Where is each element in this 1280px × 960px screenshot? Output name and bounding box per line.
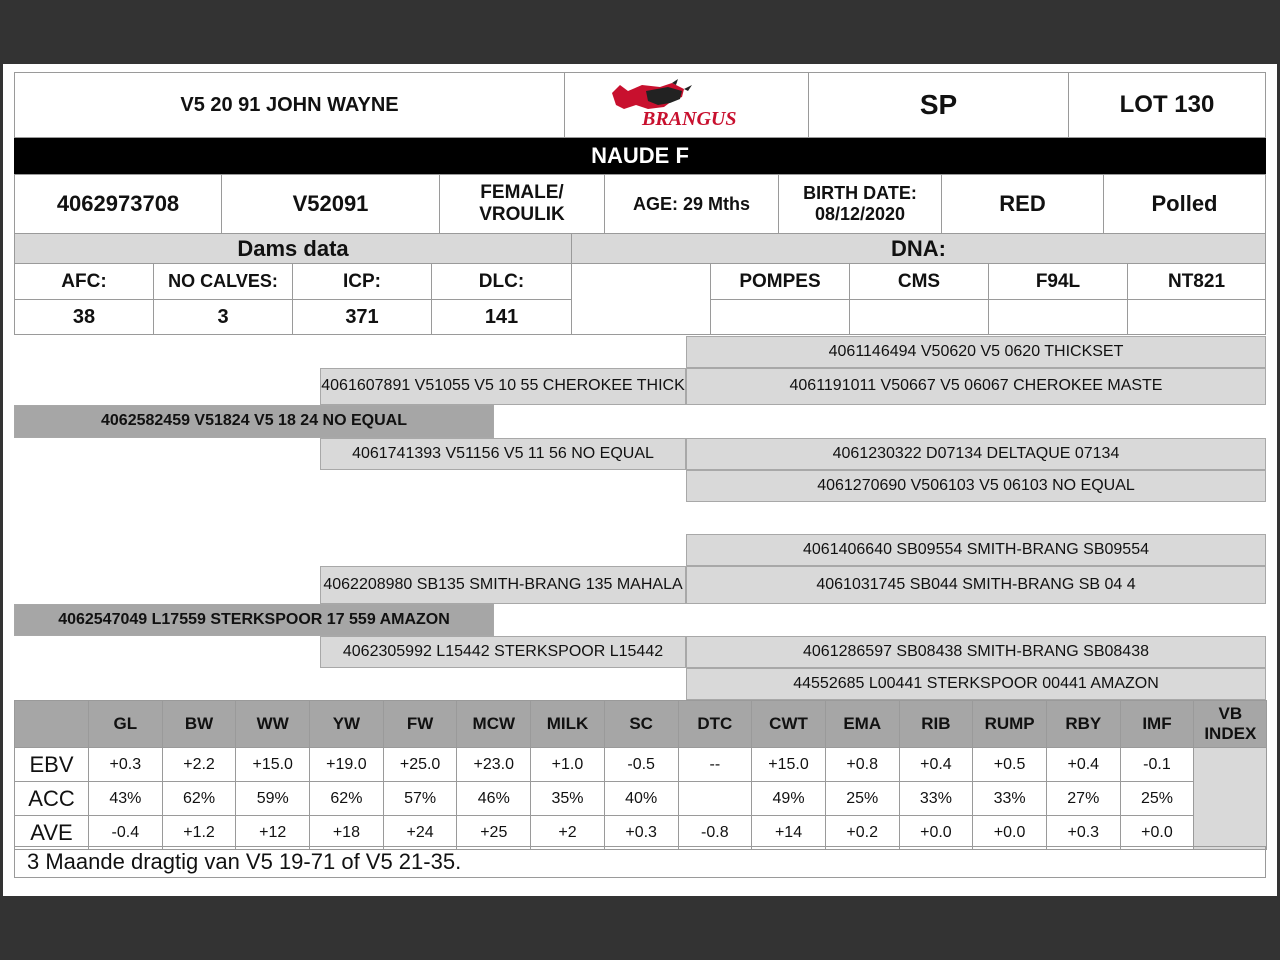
ebv-cell: +24	[383, 816, 457, 850]
dna-blank-cell	[571, 263, 711, 335]
ebv-cell: +2	[531, 816, 605, 850]
dams-value-afc: 38	[14, 299, 154, 335]
ebv-cell: 25%	[1120, 782, 1194, 816]
ebv-col-ema: EMA	[825, 701, 899, 748]
ebv-cell: +0.3	[1046, 816, 1120, 850]
dna-header-nt821: NT821	[1127, 263, 1266, 300]
sex-line-1: FEMALE/	[480, 182, 564, 204]
ebv-col-ww: WW	[236, 701, 310, 748]
age: AGE: 29 Mths	[604, 174, 779, 234]
dna-header-pompes: POMPES	[710, 263, 850, 300]
ebv-cell: +0.0	[1120, 816, 1194, 850]
animal-id: V52091	[221, 174, 440, 234]
dna-value-cms	[849, 299, 989, 335]
dams-header-icp: ICP:	[292, 263, 432, 300]
coat-color: RED	[941, 174, 1104, 234]
ebv-header-row	[15, 701, 1267, 748]
pedigree-dam-sire: 4062208980 SB135 SMITH-BRANG 135 MAHALA	[320, 566, 686, 604]
ebv-row-label: ACC	[15, 782, 89, 816]
pedigree-sire-sire-dam: 4061191011 V50667 V5 06067 CHEROKEE MASTE	[686, 368, 1266, 405]
ebv-cell: +15.0	[236, 748, 310, 782]
ebv-row-acc	[15, 782, 1267, 816]
pedigree-sire-sire: 4061607891 V51055 V5 10 55 CHEROKEE THICK	[320, 368, 686, 405]
ebv-cell: +23.0	[457, 748, 531, 782]
dna-title: DNA:	[571, 233, 1266, 264]
pedigree-dam-dam: 4062305992 L15442 STERKSPOOR L15442	[320, 636, 686, 668]
ebv-col-yw: YW	[310, 701, 384, 748]
ebv-cell: -0.1	[1120, 748, 1194, 782]
ebv-cell: +1.0	[531, 748, 605, 782]
pedigree-dam-sire-sire: 4061406640 SB09554 SMITH-BRANG SB09554	[686, 534, 1266, 566]
ebv-cell: 49%	[752, 782, 826, 816]
ebv-cell: -0.8	[678, 816, 752, 850]
ebv-cell: 35%	[531, 782, 605, 816]
ebv-cell: 59%	[236, 782, 310, 816]
ebv-col-dtc: DTC	[678, 701, 752, 748]
dna-header-cms: CMS	[849, 263, 989, 300]
ebv-cell: +14	[752, 816, 826, 850]
ebv-cell: +15.0	[752, 748, 826, 782]
ebv-col-milk: MILK	[531, 701, 605, 748]
registration-number: 4062973708	[14, 174, 222, 234]
ebv-cell: +18	[310, 816, 384, 850]
ebv-cell: -0.4	[89, 816, 163, 850]
birth-date	[778, 174, 942, 234]
ebv-cell: 43%	[89, 782, 163, 816]
ebv-row-ave	[15, 816, 1267, 850]
pregnancy-note: 3 Maande dragtig van V5 19-71 of V5 21-35.	[14, 846, 1266, 878]
brangus-logo	[564, 72, 809, 138]
animal-title: V5 20 91 JOHN WAYNE	[14, 72, 565, 138]
ebv-cell: +19.0	[310, 748, 384, 782]
ebv-col-cwt: CWT	[752, 701, 826, 748]
ebv-cell: +0.2	[825, 816, 899, 850]
ebv-cell: +0.3	[89, 748, 163, 782]
bull-logo-icon	[602, 79, 772, 131]
dams-header-afc: AFC:	[14, 263, 154, 300]
ebv-row-ebv	[15, 748, 1267, 782]
ebv-cell: +0.8	[825, 748, 899, 782]
dams-header-calves: NO CALVES:	[153, 263, 293, 300]
dna-header-f94l: F94L	[988, 263, 1128, 300]
dna-value-pompes	[710, 299, 850, 335]
ebv-cell: 57%	[383, 782, 457, 816]
ebv-col-mcw: MCW	[457, 701, 531, 748]
sex	[439, 174, 605, 234]
svg-text:BRANGUS: BRANGUS	[641, 108, 736, 130]
pedigree-dam-sire-dam: 4061031745 SB044 SMITH-BRANG SB 04 4	[686, 566, 1266, 604]
ebv-cell: +0.3	[604, 816, 678, 850]
vb-index-line-1: VB	[1218, 704, 1243, 724]
vb-index-line-2: INDEX	[1204, 724, 1257, 743]
ebv-col-fw: FW	[383, 701, 457, 748]
ebv-cell: +1.2	[162, 816, 236, 850]
dams-value-dlc: 141	[431, 299, 572, 335]
ebv-cell: 40%	[604, 782, 678, 816]
sex-line-2: VROULIK	[479, 204, 565, 225]
ebv-col-gl: GL	[89, 701, 163, 748]
ebv-cell: +0.5	[973, 748, 1047, 782]
ebv-cell: 62%	[310, 782, 384, 816]
ebv-cell: 25%	[825, 782, 899, 816]
horn-status: Polled	[1103, 174, 1266, 234]
ebv-cell: 46%	[457, 782, 531, 816]
ebv-cell: +0.4	[899, 748, 973, 782]
dams-header-dlc: DLC:	[431, 263, 572, 300]
ebv-cell: +2.2	[162, 748, 236, 782]
dams-value-icp: 371	[292, 299, 432, 335]
pedigree-dam-dam-sire: 4061286597 SB08438 SMITH-BRANG SB08438	[686, 636, 1266, 668]
ebv-cell: +25	[457, 816, 531, 850]
ebv-row-label: AVE	[15, 816, 89, 850]
ebv-cell: 62%	[162, 782, 236, 816]
dna-value-f94l	[988, 299, 1128, 335]
ebv-cell: +0.0	[973, 816, 1047, 850]
ebv-cell: 33%	[899, 782, 973, 816]
vb-index-value	[1194, 748, 1267, 850]
ebv-col-bw: BW	[162, 701, 236, 748]
ebv-cell: +0.4	[1046, 748, 1120, 782]
owner-name: NAUDE F	[14, 138, 1266, 174]
ebv-cell: +12	[236, 816, 310, 850]
dna-value-nt821	[1127, 299, 1266, 335]
pedigree-sire-dam: 4061741393 V51156 V5 11 56 NO EQUAL	[320, 438, 686, 470]
ebv-table	[14, 700, 1267, 850]
ebv-cell: 33%	[973, 782, 1047, 816]
pedigree-sire-dam-sire: 4061230322 D07134 DELTAQUE 07134	[686, 438, 1266, 470]
ebv-col-sc: SC	[604, 701, 678, 748]
ebv-col-rby: RBY	[1046, 701, 1120, 748]
ebv-col-rib: RIB	[899, 701, 973, 748]
ebv-cell: +0.0	[899, 816, 973, 850]
pedigree-sire-dam-dam: 4061270690 V506103 V5 06103 NO EQUAL	[686, 470, 1266, 502]
ebv-col-vb-index	[1194, 701, 1267, 748]
pedigree-sire-sire-sire: 4061146494 V50620 V5 0620 THICKSET	[686, 336, 1266, 368]
ebv-cell: -0.5	[604, 748, 678, 782]
birth-date-label: BIRTH DATE:	[803, 183, 917, 204]
ebv-row-label: EBV	[15, 748, 89, 782]
ebv-cell: --	[678, 748, 752, 782]
ebv-corner-cell	[15, 701, 89, 748]
dams-data-title: Dams data	[14, 233, 572, 264]
dams-value-calves: 3	[153, 299, 293, 335]
lot-number: LOT 130	[1068, 72, 1266, 138]
pedigree-dam-dam-dam: 44552685 L00441 STERKSPOOR 00441 AMAZON	[686, 668, 1266, 700]
pedigree-dam: 4062547049 L17559 STERKSPOOR 17 559 AMAZON	[14, 604, 494, 636]
birth-date-value: 08/12/2020	[814, 204, 906, 224]
ebv-cell	[678, 782, 752, 816]
ebv-cell: 27%	[1046, 782, 1120, 816]
pedigree-sire: 4062582459 V51824 V5 18 24 NO EQUAL	[14, 405, 494, 438]
ebv-col-rump: RUMP	[973, 701, 1047, 748]
category-label: SP	[808, 72, 1069, 138]
ebv-col-imf: IMF	[1120, 701, 1194, 748]
ebv-cell: +25.0	[383, 748, 457, 782]
